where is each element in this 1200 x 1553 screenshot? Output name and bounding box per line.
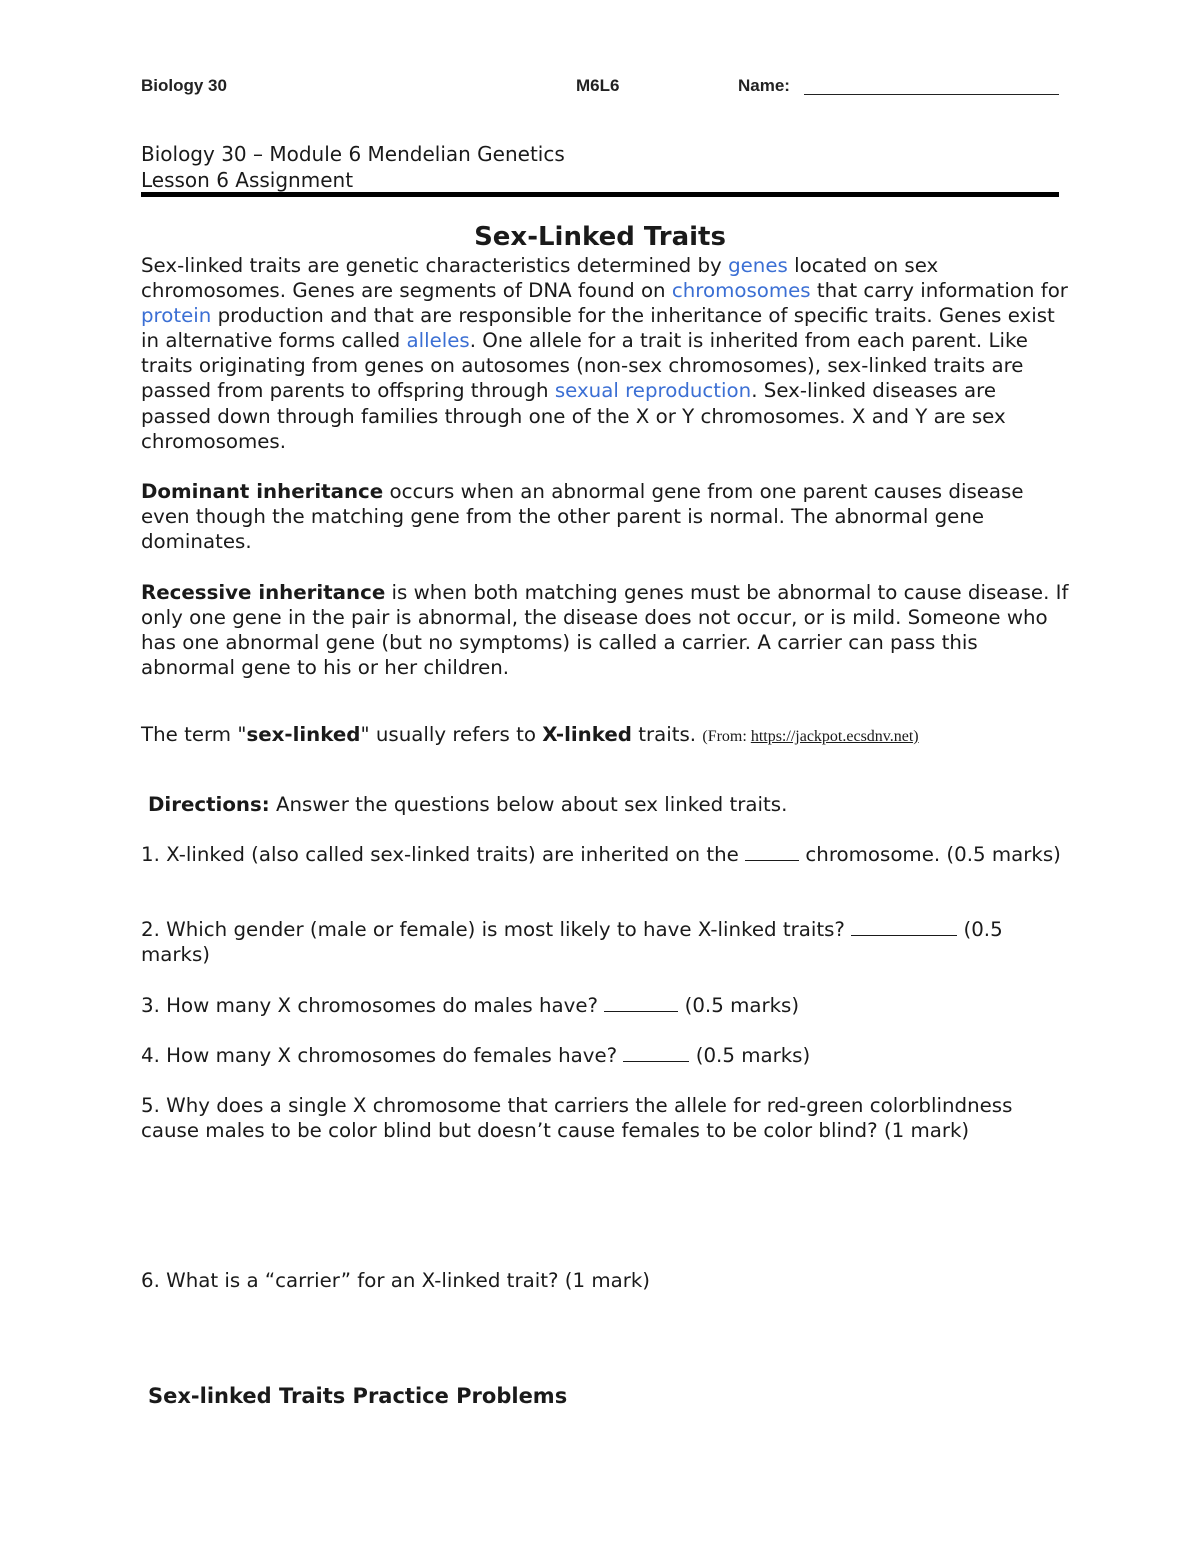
dominant-term: Dominant inheritance [141, 480, 384, 503]
link-protein[interactable]: protein [141, 304, 212, 328]
answer-blank-3[interactable] [604, 995, 678, 1012]
link-alleles[interactable]: alleles [406, 329, 470, 353]
question-1-marks: chromosome. (0.5 marks) [799, 843, 1061, 866]
answer-blank-4[interactable] [623, 1045, 689, 1062]
intro-text: . Sex-linked diseases are passed down through families through one of the X or Y chromosomes. X and Y are sex chromosomes. [141, 379, 1006, 453]
question-4-text: 4. How many X chromosomes do females have? [141, 1044, 624, 1067]
question-6 [141, 1268, 1071, 1293]
question-2-marks: (0.5 marks) [141, 918, 1003, 967]
question-6-text: 6. What is a “carrier” for an X-linked trait? (1 mark) [141, 1269, 651, 1292]
intro-text: located on sex chromosomes. Genes are segments of DNA found on [141, 254, 939, 303]
question-5-text: 5. Why does a single X chromosome that carriers the allele for red-green colorblindness cause males to be color blind but doesn’t cause females to be color blind? (1 mark) [141, 1094, 1013, 1143]
page-title: Sex-Linked Traits [474, 222, 726, 252]
term-note-text: " usually refers to [360, 723, 543, 746]
question-3 [141, 993, 1071, 1018]
link-chromosomes[interactable]: chromosomes [671, 279, 811, 303]
term-note [141, 722, 1071, 749]
practice-problems-heading: Sex-linked Traits Practice Problems [148, 1384, 568, 1408]
header-name-label: Name: [738, 76, 790, 95]
recessive-paragraph [141, 580, 1071, 680]
directions-label: Directions: [148, 793, 270, 816]
citation-prefix: (From: [702, 728, 751, 745]
directions [148, 792, 1078, 817]
term-x-linked: X-linked [542, 723, 632, 746]
term-sex-linked: sex-linked [246, 723, 361, 746]
intro-text: production and that are responsible for the inheritance of specific traits. Genes exist in alternative forms called [141, 304, 1055, 353]
question-2 [141, 917, 1071, 967]
question-1 [141, 842, 1071, 867]
header-code: M6L6 [576, 76, 620, 95]
recessive-text: is when both matching genes must be abnormal to cause disease. If only one gene in the pair is abnormal, the disease does not occur, or is mild. Someone who has one abnormal gene (but no symptoms) is called a carrier. A carrier can pass this abnormal gene to his or her children. [141, 581, 1069, 680]
directions-text: Answer the questions below about sex linked traits. [269, 793, 788, 816]
intro-text: that carry information for [810, 279, 1068, 303]
question-2-text: 2. Which gender (male or female) is most likely to have X-linked traits? [141, 918, 852, 941]
citation-link[interactable]: https://jackpot.ecsdnv.net) [750, 728, 919, 745]
link-genes[interactable]: genes [728, 254, 788, 277]
header-course: Biology 30 [141, 76, 227, 95]
dominant-paragraph [141, 479, 1071, 554]
intro-text: Sex-linked traits are genetic characteristics determined by [141, 254, 729, 277]
citation [702, 728, 918, 745]
title-divider [141, 192, 1059, 197]
intro-paragraph [141, 253, 1071, 454]
question-3-text: 3. How many X chromosomes do males have? [141, 994, 605, 1017]
term-note-text: traits. [631, 723, 703, 746]
term-note-text: The term " [141, 723, 247, 746]
intro-text: . One allele for a trait is inherited from each parent. Like traits originating from genes on autosomes (non-sex chromosomes), sex-linked traits are passed from parents to offspring through [141, 329, 1028, 403]
question-3-marks: (0.5 marks) [678, 994, 800, 1017]
recessive-term: Recessive inheritance [141, 581, 386, 604]
dominant-text: occurs when an abnormal gene from one parent causes disease even though the matching gene from the other parent is normal. The abnormal gene dominates. [141, 480, 1024, 554]
answer-blank-2[interactable] [851, 919, 957, 936]
question-1-text: 1. X-linked (also called sex-linked traits) are inherited on the [141, 843, 746, 866]
question-5 [141, 1093, 1071, 1143]
question-4-marks: (0.5 marks) [689, 1044, 811, 1067]
module-title-line1: Biology 30 – Module 6 Mendelian Genetics [141, 142, 565, 166]
question-4 [141, 1043, 1071, 1068]
answer-blank-1[interactable] [745, 844, 799, 861]
name-field-line[interactable] [804, 94, 1059, 95]
module-title-line2: Lesson 6 Assignment [141, 168, 354, 192]
module-title [141, 141, 565, 193]
link-sexual-reproduction[interactable]: sexual reproduction [554, 379, 752, 403]
